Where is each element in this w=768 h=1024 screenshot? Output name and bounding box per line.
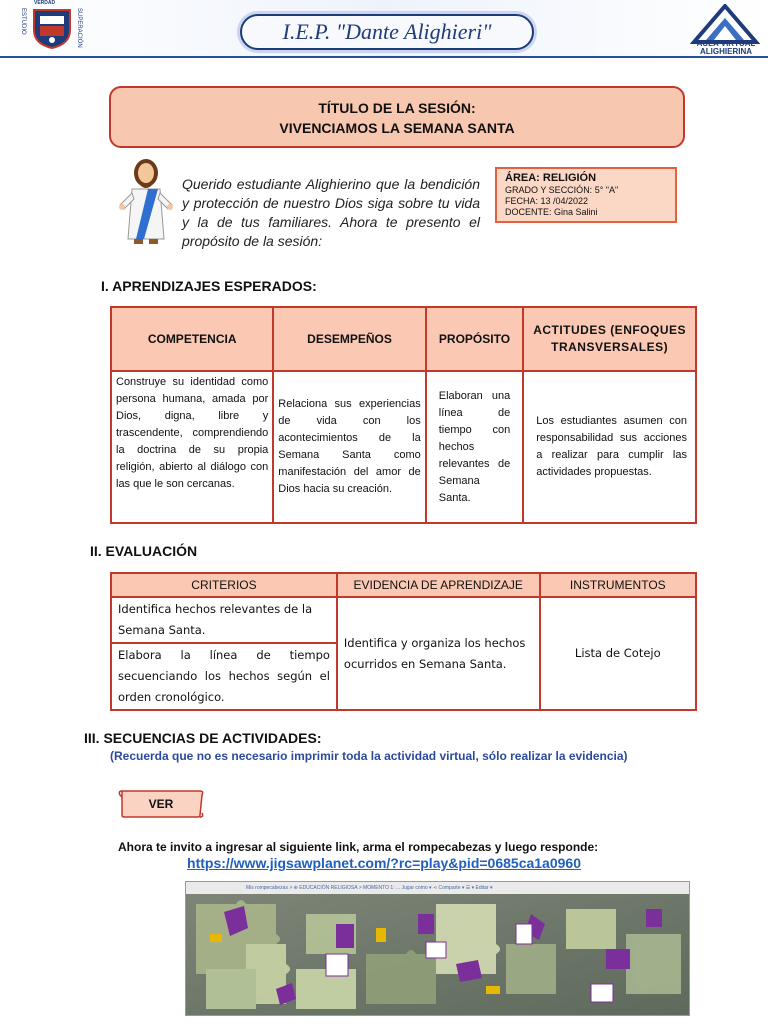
header-evidencia: EVIDENCIA DE APRENDIZAJE xyxy=(337,573,540,597)
shield-left-text: ESTUDIO xyxy=(20,8,26,35)
cell-criterio-1: Identifica hechos relevantes de la Semana Santa. xyxy=(111,597,337,643)
session-info-box xyxy=(495,167,677,223)
ver-button[interactable]: VER xyxy=(148,797,174,811)
shield-top-text: VERDAD xyxy=(34,0,56,6)
school-shield-icon xyxy=(30,6,74,50)
cell-desempenos: Relaciona sus experiencias de vida con los acontecimientos de la Semana Santa como manifestación del amor de Dios hacia su creación. xyxy=(273,371,425,523)
section-3-title: III. SECUENCIAS DE ACTIVIDADES: xyxy=(84,730,322,746)
session-title: VIVENCIAMOS LA SEMANA SANTA xyxy=(279,120,515,136)
header-competencia: COMPETENCIA xyxy=(111,307,273,371)
info-fecha: FECHA: 13 /04/2022 xyxy=(505,196,589,206)
cell-instrumento: Lista de Cotejo xyxy=(540,597,696,710)
header-actitudes: ACTITUDES (ENFOQUES TRANSVERSALES) xyxy=(523,307,696,371)
info-grado: GRADO Y SECCIÓN: 5° "A" xyxy=(505,185,619,195)
intro-paragraph: Querido estudiante Alighierino que la bendición y protección de nuestro Dios siga sobre tu vida y la de tus familiares. Ahora te presento el propósito de la sesión: xyxy=(182,176,480,249)
cell-competencia: Construye su identidad como persona humana, amada por Dios, digna, libre y trascendente, comprendiendo la doctrina de su propia religión, abierto al diálogo con las que le son cercanas. xyxy=(111,371,273,523)
section-2-title: II. EVALUACIÓN xyxy=(90,543,198,559)
jesus-illustration-icon xyxy=(118,155,174,247)
invite-text: Ahora te invito a ingresar al siguiente link, arma el rompecabezas y luego responde: xyxy=(118,840,599,854)
cell-evidencia: Identifica y organiza los hechos ocurridos en Semana Santa. xyxy=(337,597,540,710)
school-name-banner: I.E.P. "Dante Alighieri" xyxy=(240,14,534,50)
info-area: ÁREA: RELIGIÓN xyxy=(505,172,597,184)
jigsaw-link[interactable]: https://www.jigsawplanet.com/?rc=play&pid=0685ca1a0960 xyxy=(187,855,581,871)
header-desempenos: DESEMPEÑOS xyxy=(273,307,425,371)
evaluacion-table xyxy=(110,572,697,711)
section-1-title: I. APRENDIZAJES ESPERADOS: xyxy=(101,278,317,294)
logo-line-2: ALIGHIERINA xyxy=(700,47,752,56)
session-title-box xyxy=(109,86,685,148)
header-criterios: CRITERIOS xyxy=(111,573,337,597)
session-title-label: TÍTULO DE LA SESIÓN: xyxy=(318,100,476,116)
puzzle-pieces-icon xyxy=(186,894,689,1015)
aprendizajes-table xyxy=(110,306,697,524)
aula-virtual-logo-text xyxy=(686,40,766,56)
section-3-note: (Recuerda que no es necesario imprimir toda la actividad virtual, sólo realizar la evidencia) xyxy=(110,749,628,763)
cell-proposito: Elaboran una línea de tiempo con hechos relevantes de Semana Santa. xyxy=(426,371,523,523)
logo-line-1: AULA VIRTUAL xyxy=(696,39,756,48)
header-proposito: PROPÓSITO xyxy=(426,307,523,371)
info-docente: DOCENTE: Gina Salini xyxy=(505,207,598,217)
shield-right-text: SUPERACIÓN xyxy=(76,8,82,48)
puzzle-breadcrumb: Mis rompecabezas > ⊕ EDUCACIÓN RELIGIOSA > MOMENTO 1: ... Jugar como ▾ ⋖ Comparte ▾ ☰ ▾ Editar ▾ xyxy=(186,882,689,894)
cell-actitudes: Los estudiantes asumen con responsabilidad sus acciones a realizar para cumplir las actividades propuestas. xyxy=(523,371,696,523)
header-instrumentos: INSTRUMENTOS xyxy=(540,573,696,597)
cell-criterio-2: Elabora la línea de tiempo secuenciando los hechos según el orden cronológico. xyxy=(111,643,337,710)
aula-virtual-logo-icon xyxy=(690,4,760,44)
puzzle-screenshot[interactable] xyxy=(185,881,690,1016)
